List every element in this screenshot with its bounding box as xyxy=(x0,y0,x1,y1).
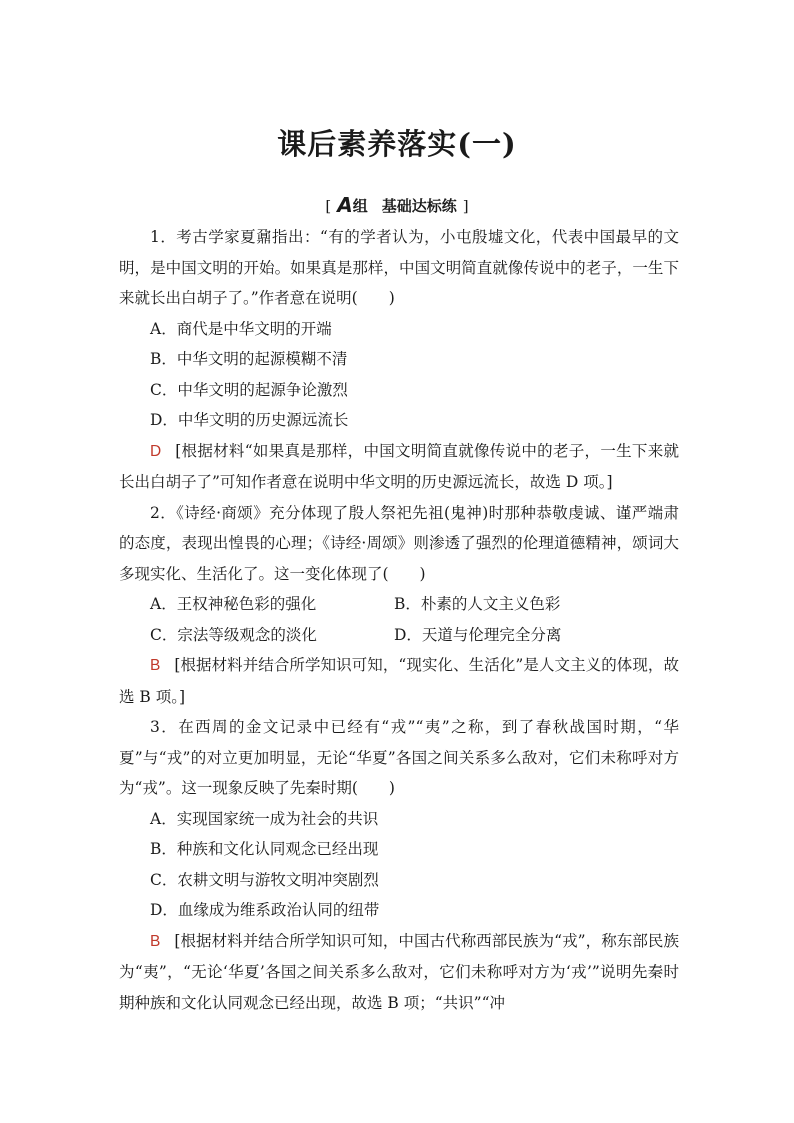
option-b: B．中华文明的起源模糊不清 xyxy=(150,350,348,368)
section-group-letter: A xyxy=(337,193,353,217)
option-d: D．天道与伦理完全分离 xyxy=(394,625,562,644)
page-title: 课后素养落实(一) xyxy=(277,127,517,161)
answer-letter: B xyxy=(150,932,161,950)
analysis-text: [根据材料并结合所学知识可知，“现实化、生活化”是人文主义的体现，故选 B 项。] xyxy=(119,656,679,706)
option-a: A．王权神秘色彩的强化 xyxy=(150,595,317,613)
option-d: D．中华文明的历史源远流长 xyxy=(150,411,349,429)
option-a: A．实现国家统一成为社会的共识 xyxy=(150,809,379,828)
question-stem: 3．在西周的金文记录中已经有“戎”“夷”之称，到了春秋战国时期，“华夏”与“戎”的对立更加明显，无论“华夏”各国之间关系多么敌对，它们未称呼对方为“戎”。这一现象反映了先秦时期( ) xyxy=(119,718,679,797)
answer-analysis xyxy=(119,436,679,498)
question-list xyxy=(119,222,679,1018)
question-1 xyxy=(119,222,679,498)
question-2 xyxy=(119,498,679,713)
answer-analysis xyxy=(119,650,679,712)
answer-letter: D xyxy=(150,442,162,460)
option-c: C．宗法等级观念的淡化 xyxy=(150,625,317,644)
analysis-text: [根据材料“如果真是那样，中国文明简直就像传说中的老子，一生下来就长出白胡子了”可知作者意在说明中华文明的历史源远流长，故选 D 项。] xyxy=(119,441,679,491)
section-bracket-close: ] xyxy=(462,197,469,215)
option-b: B．种族和文化认同观念已经出现 xyxy=(150,840,379,858)
option-b: B．朴素的人文主义色彩 xyxy=(394,595,561,613)
option-d: D．血缘成为维系政治认同的纽带 xyxy=(150,901,380,919)
section-group-suffix: 组 xyxy=(352,197,368,215)
answer-letter: B xyxy=(150,657,161,674)
analysis-text: [根据材料并结合所学知识可知，中国古代称西部民族为“戎”，称东部民族为“夷”，“无论‘华夏’各国之间关系多么敌对，它们未称呼对方为‘戎’”说明先秦时期种族和文化认同观念已经出现，故选 B 项；“共识”“冲 xyxy=(119,931,679,1012)
section-bracket-open: [ xyxy=(325,197,332,215)
option-c: C．中华文明的起源争论激烈 xyxy=(150,380,348,399)
option-a: A．商代是中华文明的开端 xyxy=(150,319,332,338)
question-stem: 2．《诗经·商颂》充分体现了殷人祭祀先祖(鬼神)时那种恭敬虔诚、谨严端肃的态度，表现出惶畏的心理；《诗经·周颂》则渗透了强烈的伦理道德精神，颂词大多现实化、生活化了。这一变化体现了( ) xyxy=(119,503,679,583)
section-name: 基础达标练 xyxy=(381,197,457,215)
question-stem: 1．考古学家夏鼐指出：“有的学者认为，小屯殷墟文化，代表中国最早的文明，是中国文明的开始。如果真是那样，中国文明简直就像传说中的老子，一生下来就长出白胡子了。”作者意在说明( ) xyxy=(119,228,679,307)
option-c: C．农耕文明与游牧文明冲突剧烈 xyxy=(150,870,379,889)
question-3 xyxy=(119,712,679,1018)
option-row xyxy=(119,589,679,620)
section-label xyxy=(0,194,794,217)
option-row xyxy=(119,620,679,651)
answer-analysis xyxy=(119,926,679,1019)
